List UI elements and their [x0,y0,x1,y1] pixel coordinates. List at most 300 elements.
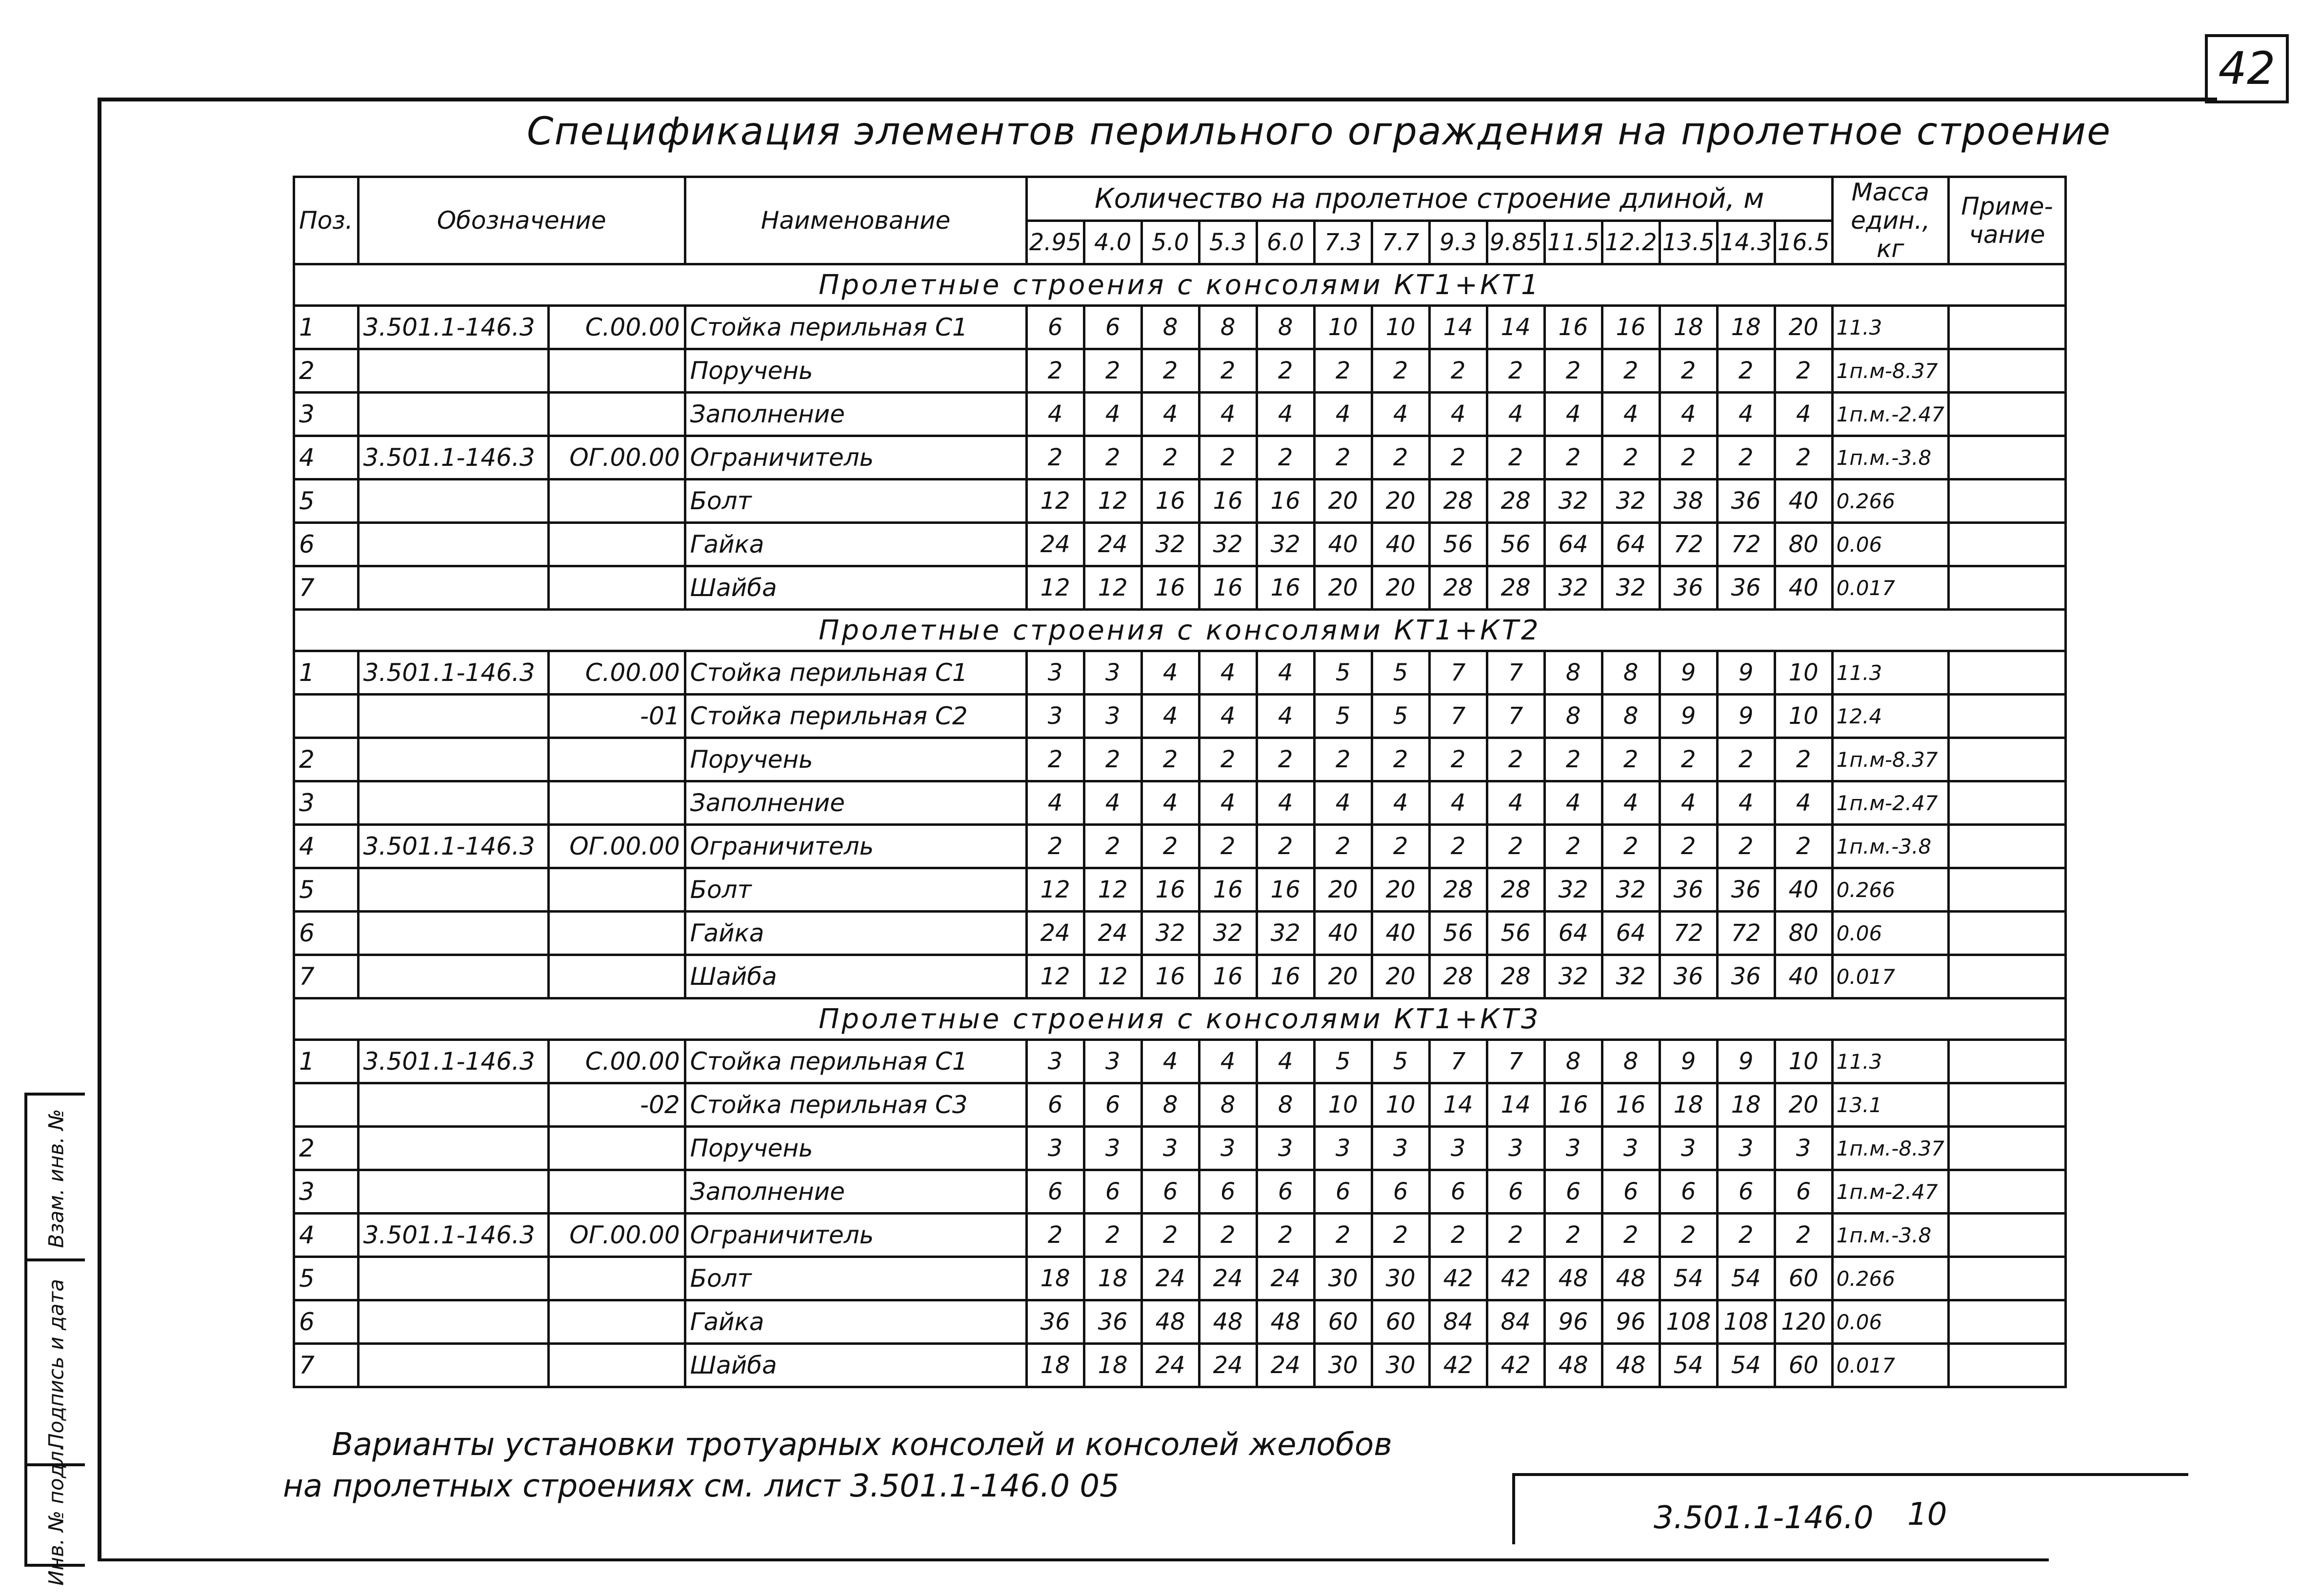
qty-cell: 36 [1660,955,1717,998]
qty-cell: 48 [1544,1344,1602,1387]
qty-cell: 4 [1199,1040,1257,1083]
qty-cell: 6 [1717,1170,1775,1214]
qty-cell: 4 [1314,781,1372,825]
mass-cell: 1п.м-2.47 [1832,1170,1948,1214]
qty-cell: 32 [1199,912,1257,955]
qty-cell: 36 [1084,1300,1141,1344]
code-cell [358,955,548,998]
qty-cell: 28 [1429,566,1487,610]
qty-cell: 12 [1026,566,1084,610]
qty-cell: 28 [1429,479,1487,523]
note-cell [1948,479,2065,523]
qty-cell: 40 [1314,912,1372,955]
qty-cell: 16 [1544,306,1602,349]
qty-cell: 3 [1487,1127,1544,1170]
length-header: 7.3 [1314,220,1372,264]
qty-cell: 2 [1199,738,1257,781]
mark-cell [548,1170,685,1214]
qty-cell: 40 [1775,479,1832,523]
qty-cell: 30 [1314,1257,1372,1300]
table-row [294,393,2066,436]
qty-cell: 2 [1544,436,1602,479]
qty-cell: 6 [1775,1170,1832,1214]
qty-cell: 4 [1199,695,1257,738]
qty-cell: 10 [1775,695,1832,738]
table-row [294,1300,2066,1344]
mark-cell [548,955,685,998]
qty-cell: 24 [1141,1257,1199,1300]
code-cell [358,393,548,436]
qty-cell: 14 [1429,306,1487,349]
length-header: 11.5 [1544,220,1602,264]
table-row [294,695,2066,738]
qty-cell: 20 [1775,1083,1832,1127]
pos-cell: 6 [294,1300,359,1344]
mass-cell: 0.017 [1832,1344,1948,1387]
qty-cell: 5 [1314,695,1372,738]
qty-cell: 2 [1314,1214,1372,1257]
qty-cell: 24 [1084,912,1141,955]
specification-table [293,176,2067,1388]
qty-cell: 20 [1314,566,1372,610]
mark-cell [548,1127,685,1170]
code-cell [358,1127,548,1170]
qty-cell: 16 [1602,1083,1660,1127]
table-row [294,1040,2066,1083]
qty-cell: 7 [1487,651,1544,695]
qty-cell: 2 [1429,1214,1487,1257]
qty-cell: 16 [1257,955,1314,998]
note-cell [1948,1083,2065,1127]
qty-cell: 6 [1084,306,1141,349]
qty-cell: 4 [1544,781,1602,825]
name-cell: Заполнение [685,1170,1026,1214]
mass-cell: 1п.м.-3.8 [1832,1214,1948,1257]
qty-cell: 54 [1717,1257,1775,1300]
mark-cell [548,868,685,912]
qty-cell: 2 [1544,738,1602,781]
qty-cell: 28 [1487,955,1544,998]
note-cell [1948,306,2065,349]
code-cell [358,1170,548,1214]
mark-cell [548,523,685,566]
qty-cell: 3 [1372,1127,1429,1170]
pos-cell: 7 [294,955,359,998]
mass-cell: 0.017 [1832,955,1948,998]
qty-cell: 12 [1084,566,1141,610]
name-cell: Гайка [685,523,1026,566]
qty-cell: 2 [1775,1214,1832,1257]
qty-cell: 40 [1372,523,1429,566]
pos-cell: 5 [294,479,359,523]
code-cell [358,1257,548,1300]
qty-cell: 3 [1084,1040,1141,1083]
note-cell [1948,781,2065,825]
qty-cell: 3 [1084,1127,1141,1170]
qty-cell: 42 [1487,1257,1544,1300]
name-cell: Шайба [685,955,1026,998]
pos-cell: 1 [294,306,359,349]
qty-cell: 36 [1660,868,1717,912]
code-cell: 3.501.1-146.3 [358,1214,548,1257]
qty-cell: 2 [1602,1214,1660,1257]
qty-cell: 2 [1660,349,1717,393]
note-cell [1948,1040,2065,1083]
length-header: 9.3 [1429,220,1487,264]
qty-cell: 4 [1775,781,1832,825]
code-cell [358,868,548,912]
mass-cell: 13.1 [1832,1083,1948,1127]
pos-cell: 3 [294,1170,359,1214]
mass-cell: 0.06 [1832,523,1948,566]
qty-cell: 4 [1141,781,1199,825]
qty-cell: 3 [1141,1127,1199,1170]
code-cell [358,1300,548,1344]
table-row [294,781,2066,825]
qty-cell: 4 [1372,781,1429,825]
pos-cell: 4 [294,436,359,479]
qty-cell: 12 [1084,955,1141,998]
qty-cell: 7 [1487,1040,1544,1083]
qty-cell: 2 [1084,1214,1141,1257]
qty-cell: 4 [1602,781,1660,825]
mark-cell: С.00.00 [548,1040,685,1083]
code-cell: 3.501.1-146.3 [358,825,548,868]
qty-cell: 2 [1602,825,1660,868]
note-cell [1948,1344,2065,1387]
qty-cell: 3 [1257,1127,1314,1170]
mass-cell: 11.3 [1832,1040,1948,1083]
pos-cell: 3 [294,393,359,436]
qty-cell: 2 [1544,1214,1602,1257]
header-quantity: Количество на пролетное строение длиной, м [1026,177,1832,221]
name-cell: Ограничитель [685,436,1026,479]
qty-cell: 56 [1429,912,1487,955]
note-cell [1948,825,2065,868]
qty-cell: 16 [1544,1083,1602,1127]
qty-cell: 80 [1775,523,1832,566]
code-cell [358,566,548,610]
table-row [294,1083,2066,1127]
qty-cell: 4 [1717,781,1775,825]
qty-cell: 9 [1660,651,1717,695]
qty-cell: 5 [1372,651,1429,695]
qty-cell: 32 [1141,523,1199,566]
code-cell [358,1344,548,1387]
mark-cell: С.00.00 [548,651,685,695]
qty-cell: 4 [1775,393,1832,436]
pos-cell [294,695,359,738]
qty-cell: 2 [1199,436,1257,479]
qty-cell: 16 [1141,955,1199,998]
qty-cell: 3 [1084,695,1141,738]
length-header: 2.95 [1026,220,1084,264]
qty-cell: 4 [1372,393,1429,436]
qty-cell: 56 [1487,912,1544,955]
qty-cell: 3 [1314,1127,1372,1170]
section-title: Пролетные строения с консолями КТ1+КТ3 [294,998,2066,1040]
qty-cell: 18 [1717,306,1775,349]
qty-cell: 2 [1314,825,1372,868]
qty-cell: 12 [1026,479,1084,523]
qty-cell: 3 [1775,1127,1832,1170]
mark-cell [548,1300,685,1344]
qty-cell: 2 [1717,738,1775,781]
qty-cell: 24 [1199,1257,1257,1300]
qty-cell: 36 [1717,479,1775,523]
qty-cell: 24 [1257,1257,1314,1300]
name-cell: Болт [685,479,1026,523]
code-cell [358,479,548,523]
qty-cell: 96 [1544,1300,1602,1344]
table-row [294,349,2066,393]
qty-cell: 56 [1429,523,1487,566]
qty-cell: 3 [1717,1127,1775,1170]
name-cell: Стойка перильная С1 [685,306,1026,349]
qty-cell: 2 [1372,738,1429,781]
qty-cell: 2 [1717,436,1775,479]
mark-cell: С.00.00 [548,306,685,349]
sheet-number: 42 [2205,34,2289,103]
qty-cell: 48 [1141,1300,1199,1344]
qty-cell: 16 [1257,868,1314,912]
qty-cell: 24 [1199,1344,1257,1387]
section-title: Пролетные строения с консолями КТ1+КТ2 [294,610,2066,651]
qty-cell: 20 [1314,955,1372,998]
qty-cell: 10 [1372,1083,1429,1127]
qty-cell: 24 [1257,1344,1314,1387]
qty-cell: 32 [1602,955,1660,998]
qty-cell: 2 [1084,738,1141,781]
name-cell: Болт [685,1257,1026,1300]
qty-cell: 2 [1544,349,1602,393]
length-header: 12.2 [1602,220,1660,264]
qty-cell: 4 [1429,781,1487,825]
qty-cell: 4 [1199,651,1257,695]
qty-cell: 30 [1314,1344,1372,1387]
mass-cell: 0.017 [1832,566,1948,610]
table-row [294,825,2066,868]
name-cell: Поручень [685,738,1026,781]
qty-cell: 2 [1026,436,1084,479]
qty-cell: 14 [1487,306,1544,349]
table-row [294,1214,2066,1257]
qty-cell: 28 [1429,868,1487,912]
code-cell [358,349,548,393]
qty-cell: 4 [1717,393,1775,436]
qty-cell: 18 [1717,1083,1775,1127]
qty-cell: 64 [1602,912,1660,955]
qty-cell: 3 [1660,1127,1717,1170]
qty-cell: 32 [1544,868,1602,912]
qty-cell: 6 [1084,1083,1141,1127]
code-cell: 3.501.1-146.3 [358,651,548,695]
qty-cell: 2 [1257,349,1314,393]
qty-cell: 5 [1372,1040,1429,1083]
qty-cell: 16 [1199,479,1257,523]
qty-cell: 18 [1660,306,1717,349]
sign-label: Подпись и дата [44,1279,68,1449]
qty-cell: 36 [1717,566,1775,610]
length-header: 14.3 [1717,220,1775,264]
qty-cell: 4 [1026,781,1084,825]
table-row [294,306,2066,349]
qty-cell: 9 [1660,1040,1717,1083]
qty-cell: 4 [1141,695,1199,738]
qty-cell: 18 [1660,1083,1717,1127]
code-cell: 3.501.1-146.3 [358,306,548,349]
qty-cell: 2 [1372,1214,1429,1257]
name-cell: Шайба [685,1344,1026,1387]
pos-cell: 1 [294,1040,359,1083]
pos-cell: 4 [294,825,359,868]
qty-cell: 4 [1257,651,1314,695]
section-title: Пролетные строения с консолями КТ1+КТ1 [294,264,2066,306]
pos-cell: 3 [294,781,359,825]
qty-cell: 16 [1141,566,1199,610]
qty-cell: 5 [1314,651,1372,695]
qty-cell: 72 [1660,912,1717,955]
qty-cell: 28 [1487,868,1544,912]
code-cell: 3.501.1-146.3 [358,1040,548,1083]
qty-cell: 2 [1429,436,1487,479]
qty-cell: 18 [1084,1344,1141,1387]
qty-cell: 96 [1602,1300,1660,1344]
qty-cell: 4 [1084,781,1141,825]
qty-cell: 54 [1717,1344,1775,1387]
qty-cell: 2 [1775,825,1832,868]
name-cell: Поручень [685,1127,1026,1170]
qty-cell: 2 [1717,825,1775,868]
qty-cell: 6 [1544,1170,1602,1214]
qty-cell: 2 [1314,349,1372,393]
qty-cell: 14 [1487,1083,1544,1127]
table-row [294,912,2066,955]
qty-cell: 10 [1372,306,1429,349]
qty-cell: 24 [1141,1344,1199,1387]
qty-cell: 2 [1026,1214,1084,1257]
qty-cell: 3 [1544,1127,1602,1170]
qty-cell: 2 [1429,825,1487,868]
qty-cell: 7 [1429,695,1487,738]
qty-cell: 5 [1314,1040,1372,1083]
pos-cell [294,1083,359,1127]
header-mass: Масса един., кг [1832,177,1948,264]
qty-cell: 40 [1372,912,1429,955]
qty-cell: 42 [1487,1344,1544,1387]
qty-cell: 2 [1199,349,1257,393]
qty-cell: 36 [1717,868,1775,912]
length-header: 9.85 [1487,220,1544,264]
header-pos: Поз. [294,177,359,264]
note-cell [1948,1214,2065,1257]
mark-cell: ОГ.00.00 [548,1214,685,1257]
section-header-row [294,610,2066,651]
length-header: 4.0 [1084,220,1141,264]
qty-cell: 9 [1717,1040,1775,1083]
qty-cell: 16 [1199,868,1257,912]
length-header: 5.0 [1141,220,1199,264]
qty-cell: 8 [1141,1083,1199,1127]
mark-cell [548,781,685,825]
table-row [294,1257,2066,1300]
qty-cell: 30 [1372,1257,1429,1300]
qty-cell: 108 [1660,1300,1717,1344]
qty-cell: 2 [1199,825,1257,868]
qty-cell: 7 [1487,695,1544,738]
qty-cell: 8 [1602,1040,1660,1083]
qty-cell: 18 [1084,1257,1141,1300]
qty-cell: 20 [1372,479,1429,523]
table-row [294,1170,2066,1214]
note-cell [1948,651,2065,695]
qty-cell: 6 [1372,1170,1429,1214]
qty-cell: 36 [1660,566,1717,610]
qty-cell: 28 [1487,566,1544,610]
qty-cell: 4 [1487,393,1544,436]
qty-cell: 4 [1257,695,1314,738]
qty-cell: 4 [1199,781,1257,825]
qty-cell: 7 [1429,651,1487,695]
mark-cell: -02 [548,1083,685,1127]
qty-cell: 9 [1660,695,1717,738]
code-cell [358,781,548,825]
mass-cell: 1п.м-2.47 [1832,781,1948,825]
qty-cell: 2 [1660,1214,1717,1257]
pos-cell: 5 [294,1257,359,1300]
qty-cell: 20 [1372,868,1429,912]
table-row [294,868,2066,912]
qty-cell: 12 [1026,868,1084,912]
qty-cell: 2 [1314,436,1372,479]
code-cell [358,523,548,566]
qty-cell: 4 [1141,1040,1199,1083]
qty-cell: 32 [1602,566,1660,610]
qty-cell: 3 [1199,1127,1257,1170]
table-row [294,1344,2066,1387]
length-header: 6.0 [1257,220,1314,264]
qty-cell: 3 [1602,1127,1660,1170]
mass-cell: 1п.м.-3.8 [1832,825,1948,868]
qty-cell: 18 [1026,1344,1084,1387]
pos-cell: 6 [294,912,359,955]
name-cell: Стойка перильная С3 [685,1083,1026,1127]
qty-cell: 2 [1257,825,1314,868]
table-row [294,436,2066,479]
qty-cell: 32 [1602,868,1660,912]
qty-cell: 2 [1487,349,1544,393]
qty-cell: 2 [1141,1214,1199,1257]
note-cell [1948,349,2065,393]
qty-cell: 3 [1429,1127,1487,1170]
qty-cell: 64 [1544,523,1602,566]
qty-cell: 2 [1199,1214,1257,1257]
note-cell [1948,566,2065,610]
qty-cell: 2 [1602,349,1660,393]
qty-cell: 32 [1141,912,1199,955]
qty-cell: 20 [1314,868,1372,912]
qty-cell: 38 [1660,479,1717,523]
title-block-sidebar [24,1093,85,1586]
qty-cell: 6 [1026,1083,1084,1127]
qty-cell: 20 [1775,306,1832,349]
note-cell [1948,436,2065,479]
qty-cell: 60 [1372,1300,1429,1344]
qty-cell: 18 [1026,1257,1084,1300]
qty-cell: 6 [1660,1170,1717,1214]
qty-cell: 2 [1717,349,1775,393]
note-cell [1948,1257,2065,1300]
